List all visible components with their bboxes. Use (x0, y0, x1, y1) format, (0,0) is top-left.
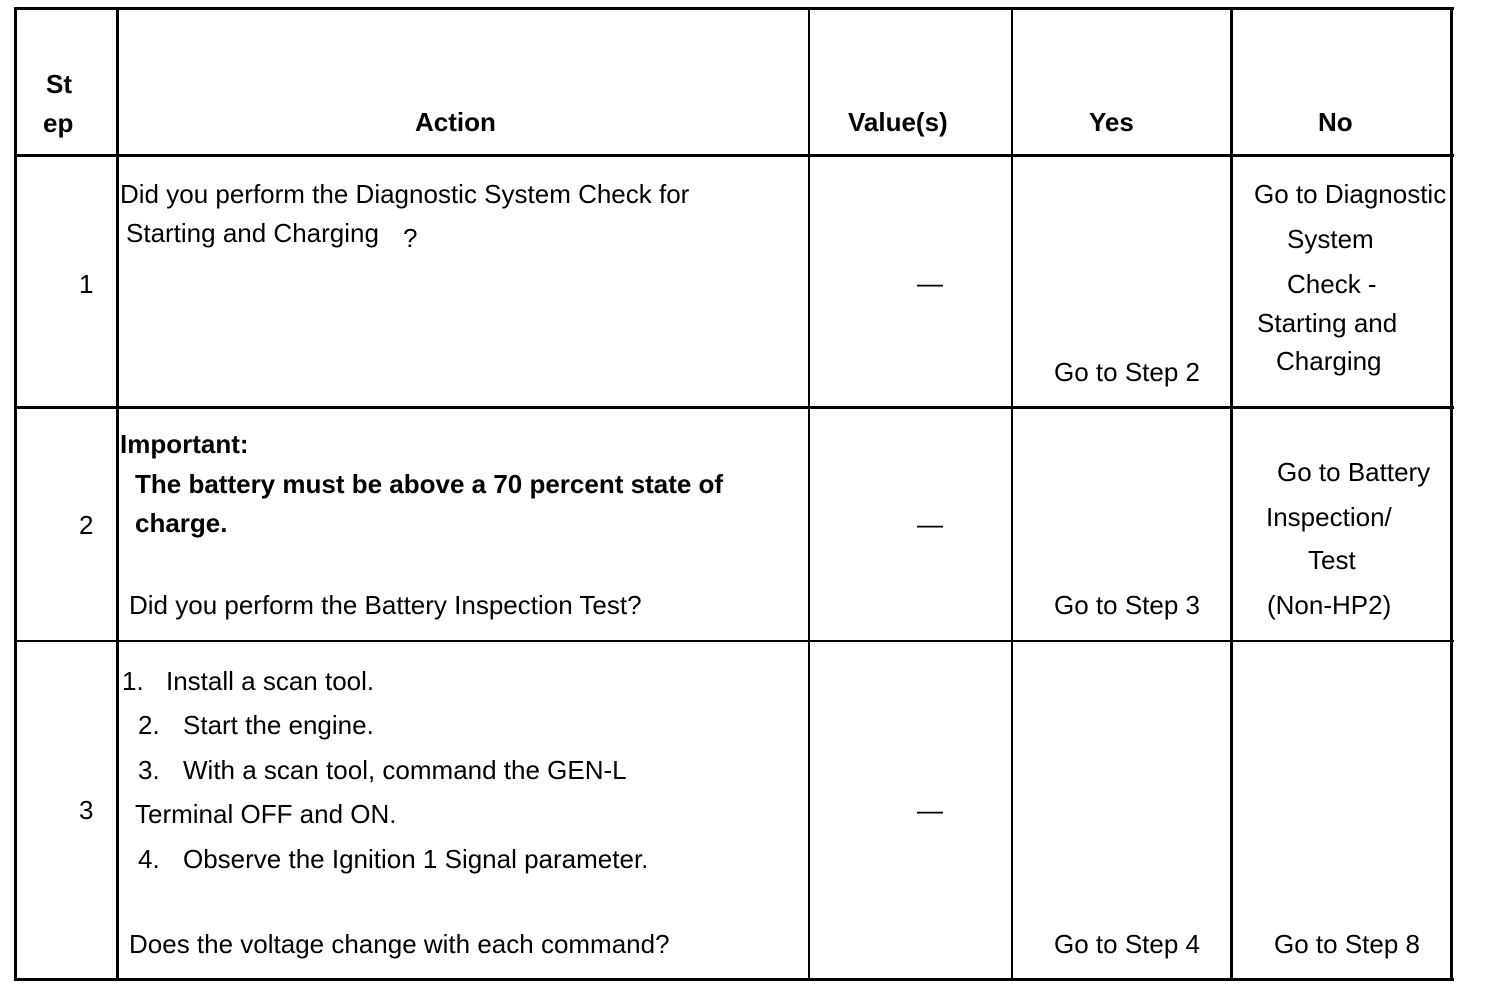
row1-yes: Go to Step 2 (1054, 357, 1200, 387)
row3-instruction-2-num: 2. (138, 710, 160, 740)
row3-instruction-3-cont: Terminal OFF and ON. (135, 799, 397, 829)
row3-instruction-1-text: Install a scan tool. (166, 666, 375, 696)
row1-no-line1: Go to Diagnostic (1254, 179, 1447, 209)
row1-value: — (917, 268, 943, 298)
row3-instruction-1-num: 1. (122, 666, 144, 696)
row2-no-line4: (Non-HP2) (1267, 590, 1392, 620)
row1-no-line3: Check - (1287, 269, 1377, 299)
row2-no-line2: Inspection/ (1266, 502, 1392, 532)
row2-value: — (917, 509, 943, 539)
row1-no-line4: Starting and (1257, 308, 1398, 338)
row3-instruction-2-text: Start the engine. (183, 710, 374, 740)
row1-step: 1 (79, 269, 94, 299)
row2-no-line3: Test (1308, 545, 1356, 575)
row3-instruction-3-text: With a scan tool, command the GEN-L (183, 755, 627, 785)
header-step-line1: St (46, 69, 72, 99)
row2-question: Did you perform the Battery Inspection Test? (129, 590, 642, 620)
header-no: No (1318, 107, 1353, 137)
col-divider-yes (1230, 7, 1233, 981)
table-border-top (14, 7, 1454, 10)
row1-action-line1: Did you perform the Diagnostic System Check for (120, 179, 690, 209)
row3-value: — (917, 795, 943, 825)
header-values: Value(s) (848, 107, 948, 137)
row2-important-label: Important: (120, 429, 249, 459)
row2-important-line2: charge. (135, 508, 228, 538)
row3-question: Does the voltage change with each command? (129, 929, 670, 959)
table-border-left (14, 7, 17, 981)
row2-no-line1: Go to Battery (1277, 457, 1431, 487)
row2-yes: Go to Step 3 (1054, 590, 1200, 620)
row1-no-cell (1233, 157, 1450, 406)
col-divider-step (116, 7, 119, 981)
row1-action-line2: Starting and Charging (126, 218, 379, 248)
row1-no-line2: System (1287, 224, 1374, 254)
col-divider-action (808, 7, 810, 981)
row3-step: 3 (79, 795, 94, 825)
row3-yes: Go to Step 4 (1054, 929, 1200, 959)
header-yes: Yes (1089, 107, 1134, 137)
table-border-right (1450, 7, 1453, 981)
row2-important-line1: The battery must be above a 70 percent state of (135, 469, 724, 499)
col-divider-value (1011, 7, 1013, 981)
row2-step: 2 (79, 510, 94, 540)
row3-instruction-3-num: 3. (138, 755, 160, 785)
row3-instruction-4-num: 4. (138, 844, 160, 874)
table-border-bottom (14, 978, 1454, 981)
row-divider-2 (14, 640, 1454, 642)
header-action: Action (415, 107, 496, 137)
header-step-line2: ep (43, 108, 74, 138)
row3-instruction-4-text: Observe the Ignition 1 Signal parameter. (183, 844, 649, 874)
row3-no: Go to Step 8 (1274, 929, 1420, 959)
row1-no-line5: Charging (1276, 346, 1382, 376)
row-divider-1 (14, 406, 1454, 409)
row1-action-qmark: ? (403, 223, 418, 253)
